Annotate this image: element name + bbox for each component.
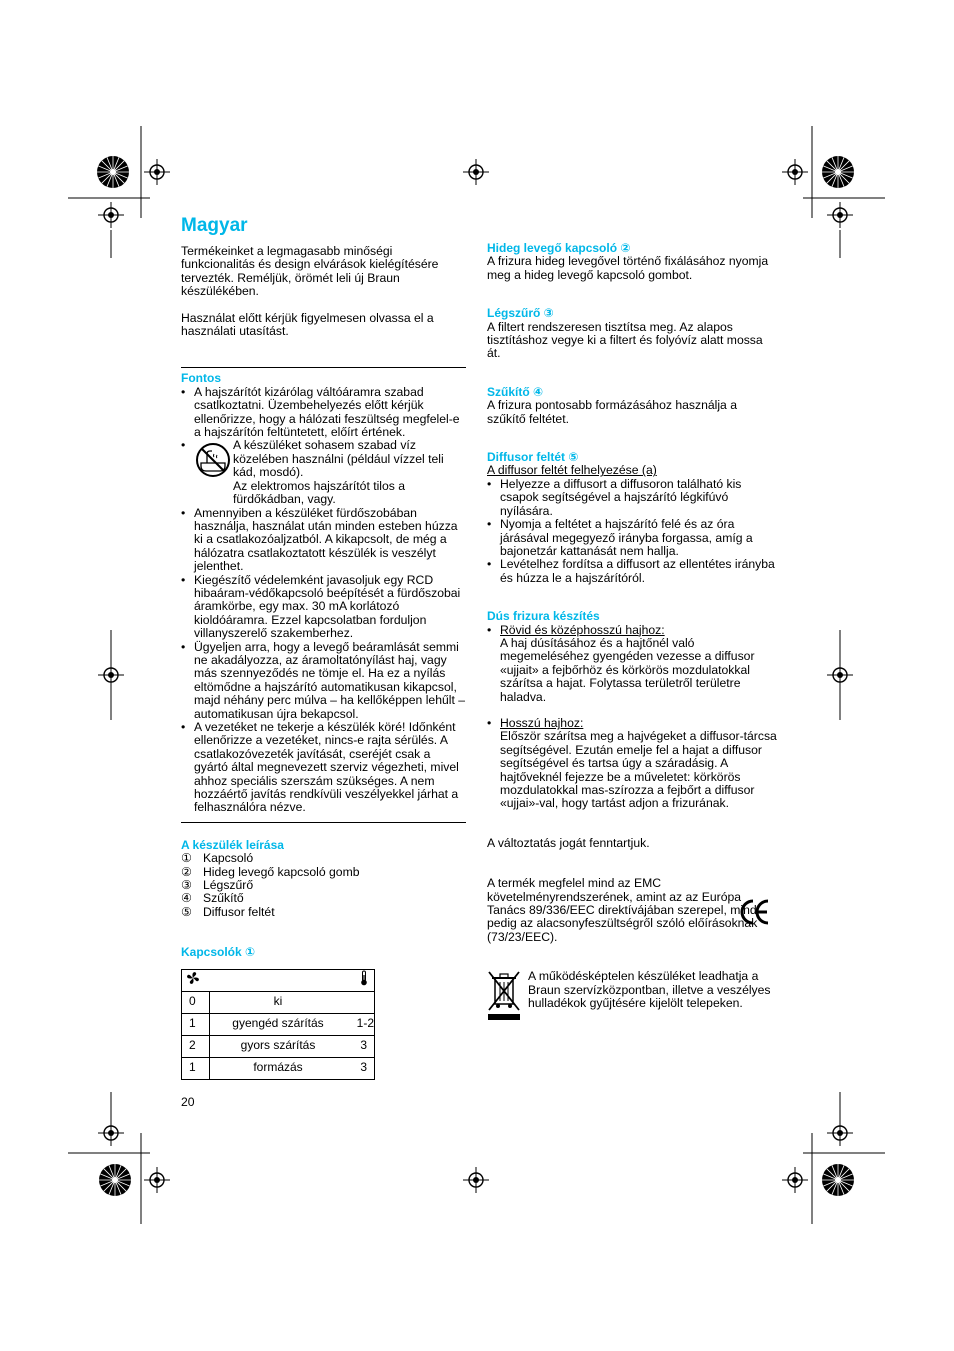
section-heading-nozzle: Szűkítő ④ (487, 384, 544, 399)
list-item: • Helyezze a diffusort a diffusoron található kis csapok segítségével a hajszárító légkifúvó nyílására. (487, 478, 777, 518)
section-heading-description: A készülék leírása (181, 837, 284, 852)
switch-table (181, 969, 375, 1080)
list-item (487, 717, 777, 811)
volume-short-label: • Rövid és középhosszú hajhoz: (500, 622, 665, 637)
volume-long-label: • Hosszú hajhoz: (500, 715, 584, 730)
thermometer-icon (360, 970, 368, 986)
page-number: 20 (181, 1094, 195, 1109)
diffusor-subheading: A diffusor feltét felhelyezése (a) (487, 463, 657, 478)
weee-block (487, 970, 777, 1022)
nozzle-text: A frizura pontosabb formázásához használja a szűkítő feltétet. (487, 398, 737, 426)
ce-mark-icon (739, 898, 771, 926)
rights-text: A változtatás jogát fenntartjuk. (487, 835, 650, 850)
list-item (181, 439, 466, 506)
emc-block (487, 877, 777, 944)
fontos-list (181, 386, 466, 815)
list-item: • Nyomja a feltétet a hajszárító felé és az óra járásával megegyező irányba forgassa, amíg a bajonetzár kattanását nem hallja. (487, 518, 777, 558)
list-item: • A hajszárítót kizárólag váltóáramra szabad csatlkoztatni. Üzembehelyezés előtt kérjük ellenőrizze, hogy a hálózati feszültség megfelel-e a hajszárítón feltüntetett, előírt értének. (181, 386, 466, 440)
list-item: • Ügyeljen arra, hogy a levegő beáramlását semmi ne akadályozza, az áramoltatónyílást haj, vagy más szennyeződés ne tömje el. Ha ez a nyílás eltömődne a hajszárító automatikusan kikapcsol, majd néhány perc múlva – ha kellőképpen lehűlt – automatikusan újra bekapcsol. (181, 641, 466, 721)
list-item: • Amennyiben a készüléket fürdőszobában használja, használat után minden esteben húzza ki a csatlakozóaljzatból. A kikapcsolt, de még a hálózatra csatlakoztatott készülék is veszélyt jelenthet. (181, 507, 466, 574)
divider (181, 822, 466, 823)
volume-short-text: A haj dúsításához és a hajtőnél való megemeléséhez gyengéden vezesse a diffusor «ujjait» a fejbőrhöz és körkörös mozdulatokkal szárítsa a hajat. Folytassa területről területre haladva. (500, 635, 755, 704)
intro-paragraph: Használat előtt kérjük figyelmesen olvassa el a használati utasítást. (181, 310, 434, 339)
section-heading-switches: Kapcsolók ① (181, 945, 256, 960)
table-row: 1 gyengéd szárítás 1-2 (182, 1013, 375, 1035)
parts-list (181, 852, 466, 919)
right-column (487, 242, 777, 1022)
list-item: ① Kapcsoló (181, 851, 254, 866)
fan-icon (185, 970, 201, 986)
left-column (181, 214, 466, 1109)
section-heading-diffusor: Diffusor feltét ⑤ (487, 450, 579, 465)
list-item: • A vezetéket ne tekerje a készülék köré! Időnként ellenőrizze a vezetéket, nincs-e rajta sérülés. A csatlakozóvezeték javítását, cseréjét csak a gyártó által megnevezett szerviz végezheti, mivel ahhoz speciális szerszám szükséges. A nem hozzáértő javítás rendkívüli veszélyekkel járhat a felhasználóra nézve. (181, 721, 466, 815)
divider (181, 367, 466, 368)
list-item: ⑤ Diffusor feltét (181, 904, 275, 919)
list-item: ④ Szűkítő (181, 891, 244, 906)
crossed-bin-icon (487, 970, 521, 1022)
cold-text: A frizura hideg levegővel történő fixálásához nyomja meg a hideg levegő kapcsoló gombot. (487, 254, 769, 282)
diffusor-list (487, 478, 777, 585)
list-item: ③ Légszűrő (181, 878, 254, 893)
filter-text: A filtert rendszeresen tisztítsa meg. Az alapos tisztításhoz vegye ki a filtert és folyóvíz alatt mossa át. (487, 319, 763, 361)
warning-text: • A készüléket sohasem szabad víz közelében használni (például vízzel teli kád, mosdó). (233, 438, 444, 480)
section-heading-filter: Légszűrő ③ (487, 306, 554, 321)
volume-long-text: Először szárítsa meg a hajvégeket a diffusor-tárcsa segítségével. Ezután emelje fel a hajat a diffusor segítségével és tartsa úgy a száradásig. A hajtőveknél fejezze be a műveletet: körkörös mozdulatokkal mas-szírozza a fejbőrt a diffusor «ujjai»-val, hogy tartást adjon a frizurának. (500, 729, 777, 811)
table-header-row (182, 969, 375, 991)
table-row: 0 ki (182, 991, 375, 1013)
section-heading-cold: Hideg levegő kapcsoló ② (487, 241, 631, 255)
volume-list (487, 624, 777, 811)
list-item (487, 624, 777, 704)
section-heading-fontos: Fontos (181, 371, 221, 386)
warning-text: Az elektromos hajszárítót tilos a fürdőkádban, vagy. (233, 478, 406, 507)
list-item: • Levételhez fordítsa a diffusort az ellentétes irányba és húzza le a hajszárítóról. (487, 558, 777, 585)
table-row: 2 gyors szárítás 3 (182, 1035, 375, 1057)
table-row: 1 formázás 3 (182, 1057, 375, 1079)
list-item: • Kiegészítő védelemként javasoljuk egy RCD hibaáram-védőkapcsoló beépítését a fürdőszobai áramkörbe, egy max. 30 mA korlátozó kioldóáramra. Ezzel kapcsolatban forduljon villanyszerelő szakemberhez. (181, 574, 466, 641)
list-item: ② Hideg levegő kapcsoló gomb (181, 864, 360, 879)
page-title: Magyar (181, 215, 248, 236)
emc-text: A termék megfelel mind az EMC követelményrendszerének, amint az az Európa Tanács 89/336/EEC direktívájában szerepel, mind pedig az alacsonyfeszültségről szóló előírásoknak (73/23/EEC). (487, 876, 758, 944)
section-heading-volume: Dús frizura készítés (487, 609, 600, 624)
weee-text: A működésképtelen készüléket leadhatja a Braun szervízközpontban, illetve a veszélyes hulladékok gyűjtésére kijelölt telepeken. (528, 969, 771, 1011)
intro-paragraph: Termékeinket a legmagasabb minőségi funkcionalitás és design elvárások kielégítésére tervezték. Reméljük, örömét leli új Braun készülékében. (181, 244, 439, 299)
no-water-bath-icon (194, 442, 232, 478)
